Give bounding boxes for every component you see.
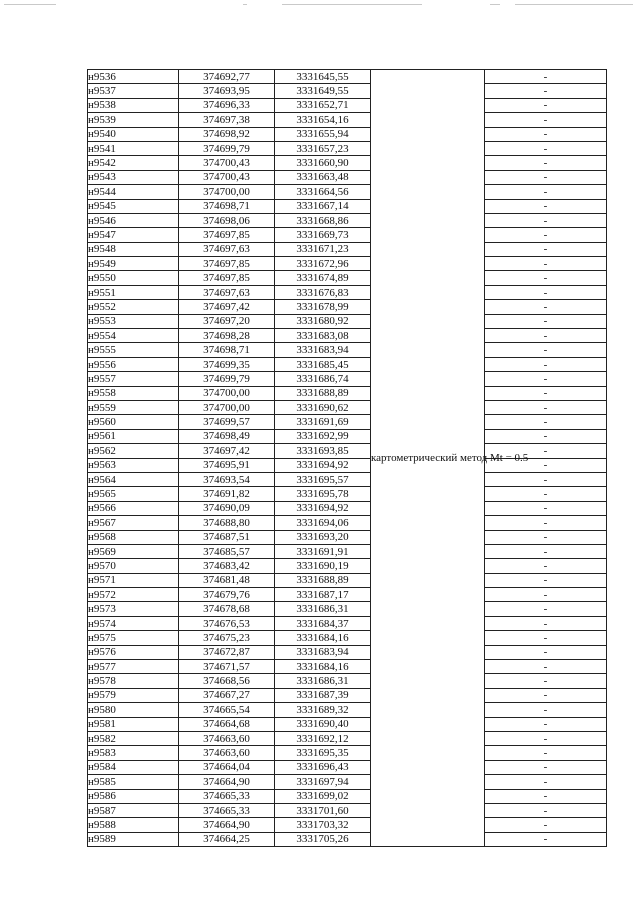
y-coordinate-cell: 3331688,89 [275,386,371,400]
x-coordinate-cell: 374700,43 [179,156,275,170]
point-id-cell: н9589 [88,832,179,846]
table-row [88,444,607,458]
point-id-cell: н9583 [88,746,179,760]
y-coordinate-cell: 3331695,35 [275,746,371,760]
note-cell: - [485,760,607,774]
y-coordinate-cell: 3331705,26 [275,832,371,846]
coordinates-table [87,69,607,847]
point-id-cell: н9567 [88,516,179,530]
x-coordinate-cell: 374697,63 [179,242,275,256]
y-coordinate-cell: 3331694,92 [275,458,371,472]
y-coordinate-cell: 3331671,23 [275,242,371,256]
note-cell: - [485,415,607,429]
x-coordinate-cell: 374700,43 [179,170,275,184]
point-id-cell: н9579 [88,688,179,702]
point-id-cell: н9536 [88,70,179,84]
point-id-cell: н9585 [88,775,179,789]
x-coordinate-cell: 374681,48 [179,573,275,587]
table-row [88,731,607,745]
y-coordinate-cell: 3331676,83 [275,285,371,299]
note-cell: - [485,343,607,357]
note-cell: - [485,746,607,760]
table-row [88,300,607,314]
table-row [88,185,607,199]
method-cell: картометрический метод Mt = 0.5 [371,70,485,847]
point-id-cell: н9549 [88,257,179,271]
point-id-cell: н9552 [88,300,179,314]
x-coordinate-cell: 374697,85 [179,228,275,242]
table-row [88,501,607,515]
point-id-cell: н9565 [88,487,179,501]
point-id-cell: н9580 [88,703,179,717]
point-id-cell: н9537 [88,84,179,98]
x-coordinate-cell: 374697,20 [179,314,275,328]
y-coordinate-cell: 3331686,31 [275,602,371,616]
y-coordinate-cell: 3331668,86 [275,213,371,227]
note-cell: - [485,559,607,573]
table-row [88,789,607,803]
x-coordinate-cell: 374690,09 [179,501,275,515]
table-row [88,156,607,170]
y-coordinate-cell: 3331672,96 [275,257,371,271]
table-row [88,113,607,127]
y-coordinate-cell: 3331690,40 [275,717,371,731]
scan-artifact-marks [0,4,640,12]
y-coordinate-cell: 3331660,90 [275,156,371,170]
y-coordinate-cell: 3331693,20 [275,530,371,544]
x-coordinate-cell: 374664,04 [179,760,275,774]
table-row [88,588,607,602]
note-cell: - [485,98,607,112]
table-row [88,372,607,386]
note-cell: - [485,674,607,688]
note-cell: - [485,731,607,745]
point-id-cell: н9564 [88,472,179,486]
table-row [88,573,607,587]
point-id-cell: н9586 [88,789,179,803]
note-cell: - [485,357,607,371]
point-id-cell: н9542 [88,156,179,170]
y-coordinate-cell: 3331663,48 [275,170,371,184]
note-cell: - [485,127,607,141]
note-cell: - [485,487,607,501]
x-coordinate-cell: 374697,63 [179,285,275,299]
point-id-cell: н9553 [88,314,179,328]
x-coordinate-cell: 374700,00 [179,386,275,400]
table-row [88,84,607,98]
y-coordinate-cell: 3331645,55 [275,70,371,84]
note-cell: - [485,314,607,328]
table-row [88,141,607,155]
note-cell: - [485,602,607,616]
note-cell: - [485,84,607,98]
x-coordinate-cell: 374699,35 [179,357,275,371]
note-cell: - [485,832,607,846]
point-id-cell: н9558 [88,386,179,400]
table-row [88,559,607,573]
x-coordinate-cell: 374695,91 [179,458,275,472]
note-cell: - [485,242,607,256]
point-id-cell: н9563 [88,458,179,472]
point-id-cell: н9569 [88,544,179,558]
x-coordinate-cell: 374697,85 [179,257,275,271]
table-row [88,70,607,84]
table-row [88,818,607,832]
y-coordinate-cell: 3331667,14 [275,199,371,213]
table-row [88,832,607,846]
point-id-cell: н9578 [88,674,179,688]
note-cell: - [485,70,607,84]
table-row [88,386,607,400]
note-cell: - [485,285,607,299]
y-coordinate-cell: 3331686,74 [275,372,371,386]
point-id-cell: н9554 [88,329,179,343]
y-coordinate-cell: 3331697,94 [275,775,371,789]
point-id-cell: н9555 [88,343,179,357]
point-id-cell: н9541 [88,141,179,155]
x-coordinate-cell: 374663,60 [179,731,275,745]
note-cell: - [485,170,607,184]
x-coordinate-cell: 374675,23 [179,631,275,645]
y-coordinate-cell: 3331684,37 [275,616,371,630]
table-row [88,429,607,443]
point-id-cell: н9548 [88,242,179,256]
x-coordinate-cell: 374697,38 [179,113,275,127]
x-coordinate-cell: 374698,06 [179,213,275,227]
y-coordinate-cell: 3331703,32 [275,818,371,832]
point-id-cell: н9566 [88,501,179,515]
note-cell: - [485,472,607,486]
table-row [88,803,607,817]
note-cell: - [485,386,607,400]
table-row [88,458,607,472]
table-row [88,170,607,184]
point-id-cell: н9551 [88,285,179,299]
note-cell: - [485,588,607,602]
point-id-cell: н9572 [88,588,179,602]
x-coordinate-cell: 374693,54 [179,472,275,486]
x-coordinate-cell: 374685,57 [179,544,275,558]
y-coordinate-cell: 3331688,89 [275,573,371,587]
y-coordinate-cell: 3331696,43 [275,760,371,774]
point-id-cell: н9544 [88,185,179,199]
x-coordinate-cell: 374699,79 [179,372,275,386]
y-coordinate-cell: 3331654,16 [275,113,371,127]
note-cell: - [485,141,607,155]
x-coordinate-cell: 374691,82 [179,487,275,501]
point-id-cell: н9577 [88,660,179,674]
x-coordinate-cell: 374697,42 [179,300,275,314]
note-cell: - [485,400,607,414]
y-coordinate-cell: 3331694,92 [275,501,371,515]
note-cell: - [485,818,607,832]
note-cell: - [485,717,607,731]
note-cell: - [485,645,607,659]
table-row [88,314,607,328]
x-coordinate-cell: 374665,33 [179,789,275,803]
x-coordinate-cell: 374697,85 [179,271,275,285]
note-cell: - [485,530,607,544]
y-coordinate-cell: 3331683,94 [275,645,371,659]
table-row [88,616,607,630]
point-id-cell: н9588 [88,818,179,832]
table-row [88,285,607,299]
point-id-cell: н9571 [88,573,179,587]
note-cell: - [485,257,607,271]
y-coordinate-cell: 3331669,73 [275,228,371,242]
table-row [88,472,607,486]
note-cell: - [485,300,607,314]
x-coordinate-cell: 374668,56 [179,674,275,688]
y-coordinate-cell: 3331684,16 [275,631,371,645]
y-coordinate-cell: 3331691,91 [275,544,371,558]
y-coordinate-cell: 3331695,57 [275,472,371,486]
y-coordinate-cell: 3331685,45 [275,357,371,371]
x-coordinate-cell: 374664,90 [179,818,275,832]
y-coordinate-cell: 3331684,16 [275,660,371,674]
x-coordinate-cell: 374664,25 [179,832,275,846]
note-cell: - [485,516,607,530]
table-row [88,242,607,256]
x-coordinate-cell: 374664,68 [179,717,275,731]
y-coordinate-cell: 3331649,55 [275,84,371,98]
table-row [88,329,607,343]
point-id-cell: н9545 [88,199,179,213]
note-cell: - [485,185,607,199]
point-id-cell: н9546 [88,213,179,227]
table-row [88,660,607,674]
y-coordinate-cell: 3331699,02 [275,789,371,803]
point-id-cell: н9540 [88,127,179,141]
y-coordinate-cell: 3331687,39 [275,688,371,702]
table-row [88,544,607,558]
point-id-cell: н9538 [88,98,179,112]
table-row [88,688,607,702]
y-coordinate-cell: 3331694,06 [275,516,371,530]
note-cell: - [485,199,607,213]
table-row [88,602,607,616]
x-coordinate-cell: 374700,00 [179,185,275,199]
y-coordinate-cell: 3331655,94 [275,127,371,141]
y-coordinate-cell: 3331695,78 [275,487,371,501]
y-coordinate-cell: 3331690,62 [275,400,371,414]
x-coordinate-cell: 374698,92 [179,127,275,141]
x-coordinate-cell: 374698,71 [179,199,275,213]
note-cell: - [485,501,607,515]
note-cell: - [485,271,607,285]
table-row [88,228,607,242]
x-coordinate-cell: 374671,57 [179,660,275,674]
table-row [88,98,607,112]
x-coordinate-cell: 374687,51 [179,530,275,544]
point-id-cell: н9584 [88,760,179,774]
x-coordinate-cell: 374699,57 [179,415,275,429]
table-row [88,516,607,530]
point-id-cell: н9582 [88,731,179,745]
x-coordinate-cell: 374664,90 [179,775,275,789]
point-id-cell: н9543 [88,170,179,184]
y-coordinate-cell: 3331680,92 [275,314,371,328]
point-id-cell: н9561 [88,429,179,443]
note-cell: - [485,573,607,587]
y-coordinate-cell: 3331683,94 [275,343,371,357]
point-id-cell: н9557 [88,372,179,386]
note-cell: - [485,458,607,472]
point-id-cell: н9576 [88,645,179,659]
y-coordinate-cell: 3331701,60 [275,803,371,817]
y-coordinate-cell: 3331691,69 [275,415,371,429]
note-cell: - [485,660,607,674]
table-row [88,775,607,789]
note-cell: - [485,703,607,717]
x-coordinate-cell: 374697,42 [179,444,275,458]
point-id-cell: н9568 [88,530,179,544]
note-cell: - [485,688,607,702]
table-row [88,199,607,213]
point-id-cell: н9559 [88,400,179,414]
point-id-cell: н9556 [88,357,179,371]
note-cell: - [485,631,607,645]
table-row [88,530,607,544]
table-row [88,343,607,357]
table-row [88,400,607,414]
y-coordinate-cell: 3331690,19 [275,559,371,573]
note-cell: - [485,544,607,558]
point-id-cell: н9560 [88,415,179,429]
x-coordinate-cell: 374663,60 [179,746,275,760]
x-coordinate-cell: 374693,95 [179,84,275,98]
table-row [88,257,607,271]
x-coordinate-cell: 374667,27 [179,688,275,702]
x-coordinate-cell: 374698,28 [179,329,275,343]
table-row [88,674,607,688]
table-row [88,271,607,285]
table-row [88,213,607,227]
table-row [88,760,607,774]
point-id-cell: н9550 [88,271,179,285]
table-row [88,703,607,717]
table-row [88,717,607,731]
x-coordinate-cell: 374698,71 [179,343,275,357]
x-coordinate-cell: 374692,77 [179,70,275,84]
table-row [88,631,607,645]
y-coordinate-cell: 3331674,89 [275,271,371,285]
note-cell: - [485,444,607,458]
table-row [88,415,607,429]
note-cell: - [485,429,607,443]
y-coordinate-cell: 3331678,99 [275,300,371,314]
y-coordinate-cell: 3331692,12 [275,731,371,745]
point-id-cell: н9575 [88,631,179,645]
note-cell: - [485,803,607,817]
point-id-cell: н9574 [88,616,179,630]
y-coordinate-cell: 3331664,56 [275,185,371,199]
y-coordinate-cell: 3331686,31 [275,674,371,688]
note-cell: - [485,775,607,789]
note-cell: - [485,113,607,127]
y-coordinate-cell: 3331657,23 [275,141,371,155]
note-cell: - [485,616,607,630]
x-coordinate-cell: 374678,68 [179,602,275,616]
point-id-cell: н9573 [88,602,179,616]
x-coordinate-cell: 374688,80 [179,516,275,530]
y-coordinate-cell: 3331689,32 [275,703,371,717]
x-coordinate-cell: 374679,76 [179,588,275,602]
note-cell: - [485,213,607,227]
note-cell: - [485,372,607,386]
point-id-cell: н9570 [88,559,179,573]
x-coordinate-cell: 374699,79 [179,141,275,155]
x-coordinate-cell: 374672,87 [179,645,275,659]
note-cell: - [485,789,607,803]
note-cell: - [485,228,607,242]
point-id-cell: н9562 [88,444,179,458]
table-row [88,645,607,659]
x-coordinate-cell: 374665,54 [179,703,275,717]
note-cell: - [485,156,607,170]
point-id-cell: н9587 [88,803,179,817]
y-coordinate-cell: 3331692,99 [275,429,371,443]
y-coordinate-cell: 3331683,08 [275,329,371,343]
table-row [88,746,607,760]
x-coordinate-cell: 374676,53 [179,616,275,630]
table-row [88,487,607,501]
table-row [88,127,607,141]
point-id-cell: н9539 [88,113,179,127]
x-coordinate-cell: 374696,33 [179,98,275,112]
x-coordinate-cell: 374698,49 [179,429,275,443]
x-coordinate-cell: 374683,42 [179,559,275,573]
y-coordinate-cell: 3331693,85 [275,444,371,458]
y-coordinate-cell: 3331687,17 [275,588,371,602]
point-id-cell: н9581 [88,717,179,731]
note-cell: - [485,329,607,343]
table-row [88,357,607,371]
coordinates-table-body [88,70,607,847]
x-coordinate-cell: 374700,00 [179,400,275,414]
point-id-cell: н9547 [88,228,179,242]
x-coordinate-cell: 374665,33 [179,803,275,817]
y-coordinate-cell: 3331652,71 [275,98,371,112]
